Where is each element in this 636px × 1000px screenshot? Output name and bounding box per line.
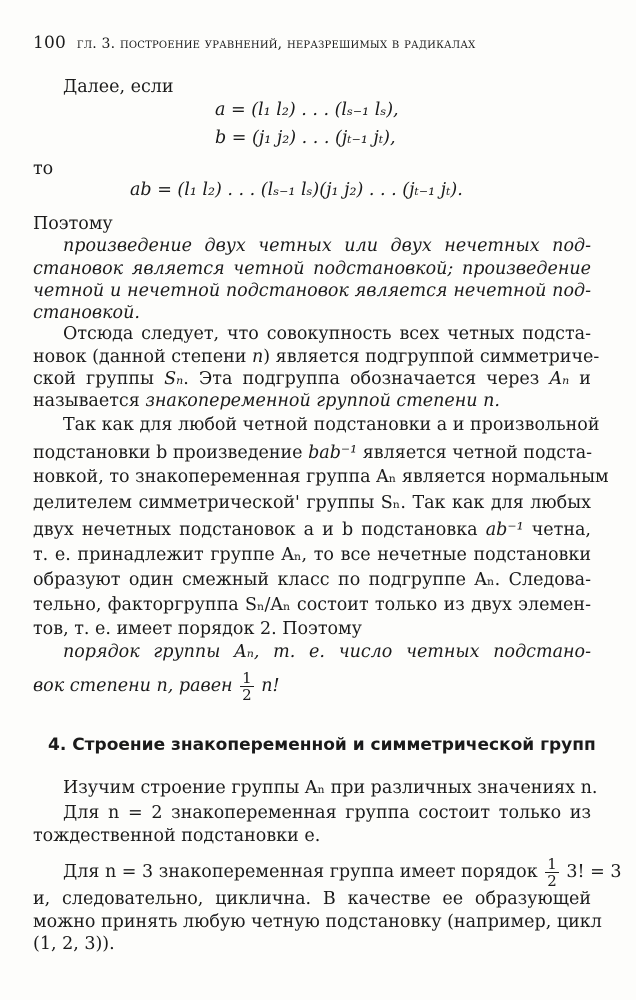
p4-line-5 bbox=[33, 519, 591, 541]
p4-line-6: т. е. принадлежит группе Aₙ, то все нечетные подстановки bbox=[33, 545, 591, 565]
p4-line-3: новкой, то знакопеременная группа Aₙ является нормальным bbox=[33, 467, 609, 487]
fraction-denominator-2: 2 bbox=[547, 872, 557, 890]
p6-line-1-a: Для n = 3 знакопеременная группа имеет порядок bbox=[63, 862, 538, 882]
var-n: n bbox=[251, 347, 264, 367]
expr-bab-inverse: bab⁻¹ bbox=[308, 443, 358, 463]
para-line-4 bbox=[33, 390, 500, 412]
p4-line-2-a: подстановки b произведение bbox=[33, 443, 303, 463]
p4-line-2 bbox=[33, 442, 591, 464]
equation-ab: ab = (l₁ l₂) . . . (lₛ₋₁ lₛ)(j₁ j₂) . . . (jₜ₋₁ jₜ). bbox=[130, 180, 463, 200]
p4-line-5-b: четна, bbox=[531, 520, 591, 540]
p4-line-4: делителем симметрической' группы Sₙ. Так как для любых bbox=[33, 493, 591, 513]
fraction-numerator: 1 bbox=[242, 669, 252, 687]
p4-line-9: тов, т. е. имеет порядок 2. Поэтому bbox=[33, 619, 362, 639]
para-line-3-b: . Эта подгруппа обозначается через bbox=[183, 369, 540, 389]
to-text: то bbox=[33, 159, 54, 179]
para-line-2 bbox=[33, 346, 600, 368]
definition-italic: знакопеременной группой степени n. bbox=[145, 391, 500, 411]
fraction-one-half-2 bbox=[545, 856, 559, 889]
fraction-one-half bbox=[240, 670, 254, 703]
p4-line-1: Так как для любой четной подстановки a и произвольной bbox=[63, 415, 600, 435]
p6-line-4: (1, 2, 3)). bbox=[33, 934, 115, 954]
p4-line-2-b: является четной подста- bbox=[362, 443, 593, 463]
para-line-4-a: называется bbox=[33, 391, 140, 411]
statement-line-1: произведение двух четных или двух нечетных под- bbox=[63, 236, 591, 256]
p6-line-1 bbox=[63, 856, 621, 889]
order-statement-b: n! bbox=[261, 676, 280, 696]
para-line-2-a: новок (данной степени bbox=[33, 347, 247, 367]
p6-line-1-b: 3! = 3 bbox=[566, 862, 622, 882]
expr-ab-inverse: ab⁻¹ bbox=[485, 520, 524, 540]
statement-line-4: становкой. bbox=[33, 303, 140, 323]
var-an: Aₙ bbox=[549, 369, 570, 389]
p5-line-3: тождественной подстановки e. bbox=[33, 826, 321, 846]
fraction-denominator: 2 bbox=[242, 686, 252, 704]
fraction-numerator-2: 1 bbox=[547, 855, 557, 873]
equation-b: b = (j₁ j₂) . . . (jₜ₋₁ jₜ), bbox=[215, 128, 396, 148]
section-heading: 4. Строение знакопеременной и симметрической групп bbox=[48, 735, 596, 755]
para-line-2-b: ) является подгруппой симметриче- bbox=[263, 347, 600, 367]
para-line-3-c: и bbox=[579, 369, 591, 389]
para-line-1: Отсюда следует, что совокупность всех четных подста- bbox=[63, 324, 591, 344]
p5-line-2: Для n = 2 знакопеременная группа состоит только из bbox=[63, 803, 591, 823]
intro-text: Далее, если bbox=[63, 77, 174, 97]
p4-line-8: тельно, факторгруппа Sₙ/Aₙ состоит только из двух элемен- bbox=[33, 595, 591, 615]
order-statement-line-1: порядок группы Aₙ, т. е. число четных подстано- bbox=[63, 642, 591, 662]
statement-line-2: становок является четной подстановкой; произведение bbox=[33, 259, 591, 279]
para-line-3 bbox=[33, 368, 591, 390]
p4-line-5-a: двух нечетных подстановок a и b подстановка bbox=[33, 520, 478, 540]
order-statement-line-2 bbox=[33, 670, 280, 703]
therefore-text: Поэтому bbox=[33, 214, 113, 234]
order-statement-a: вок степени n, равен bbox=[33, 676, 233, 696]
statement-line-3: четной и нечетной подстановок является нечетной под- bbox=[33, 281, 591, 301]
equation-a: a = (l₁ l₂) . . . (lₛ₋₁ lₛ), bbox=[215, 100, 399, 120]
page-number: 100 bbox=[33, 33, 67, 53]
running-head-title: гл. 3. построение уравнений, неразрешимых в радикалах bbox=[76, 36, 476, 52]
p6-line-2: и, следовательно, циклична. В качестве ее образующей bbox=[33, 889, 591, 909]
p5-line-1: Изучим строение группы Aₙ при различных значениях n. bbox=[63, 778, 598, 798]
running-head bbox=[33, 33, 593, 53]
var-sn: Sₙ bbox=[164, 369, 184, 389]
p6-line-3: можно принять любую четную подстановку (например, цикл bbox=[33, 912, 602, 932]
para-line-3-a: ской группы bbox=[33, 369, 154, 389]
p4-line-7: образуют один смежный класс по подгруппе Aₙ. Следова- bbox=[33, 570, 591, 590]
